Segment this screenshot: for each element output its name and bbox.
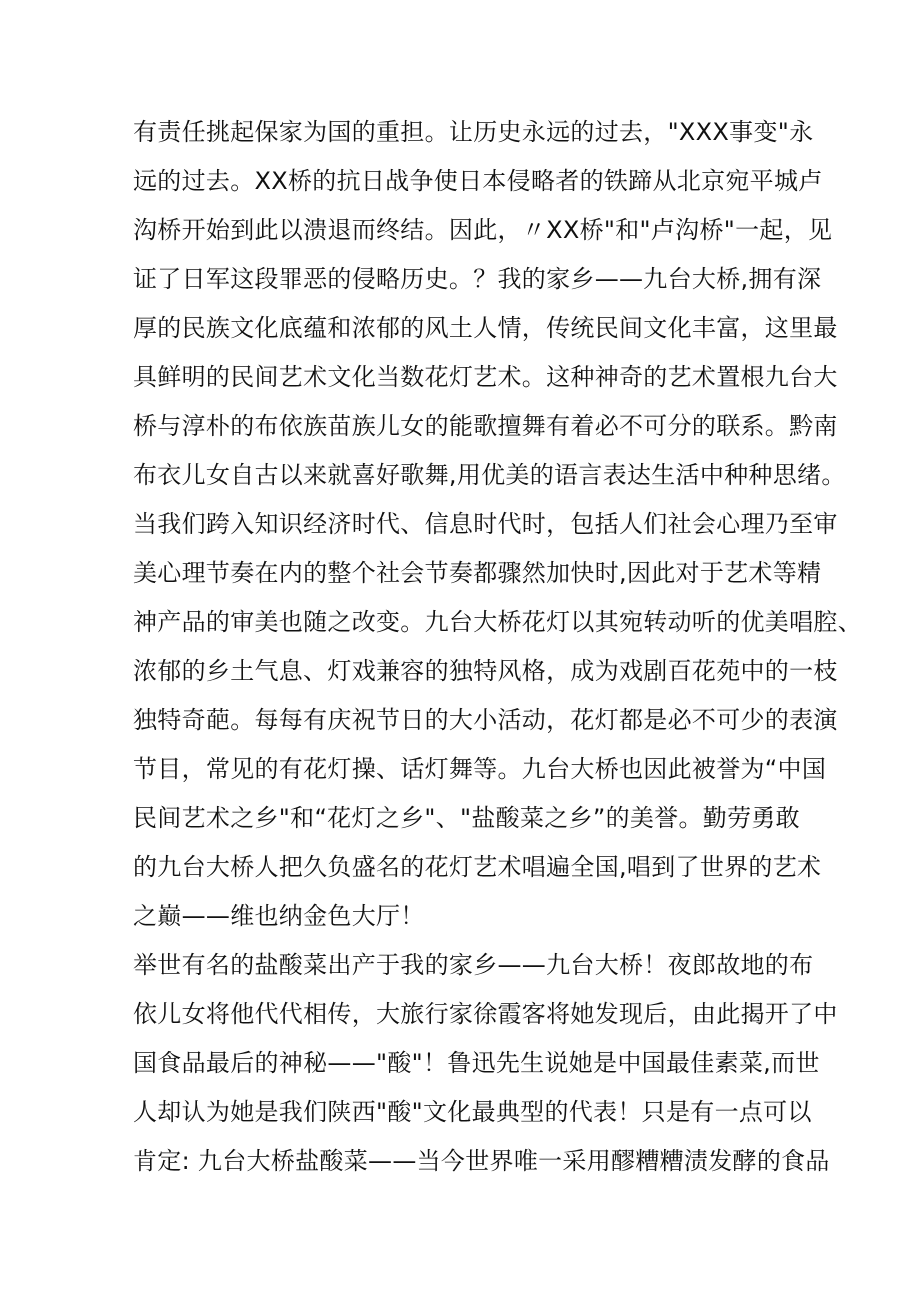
- body-text: [133, 108, 862, 1186]
- text-line: 具鲜明的民间艺术文化当数花灯艺术。这种神奇的艺术置根九台大: [133, 363, 838, 391]
- text-line: 国食品最后的神秘——"酸"！鲁迅先生说她是中国最佳素菜,而世: [133, 1049, 820, 1077]
- text-line: 独特奇葩。每每有庆祝节日的大小活动，花灯都是必不可少的表演: [133, 706, 838, 734]
- text-line: 沟桥开始到此以溃退而终结。因此，〃XX桥"和"卢沟桥"一起，见: [133, 216, 833, 244]
- text-line: 证了日军这段罪恶的侵略历史。？我的家乡——九台大桥,拥有深: [133, 265, 822, 293]
- text-line: 之巅——维也纳金色大厅！: [133, 902, 425, 930]
- text-line: 桥与淳朴的布依族苗族儿女的能歌擅舞有着必不可分的联系。黔南: [133, 412, 838, 440]
- text-line: 美心理节奏在内的整个社会节奏都骤然加快时,因此对于艺术等精: [133, 559, 822, 587]
- text-line: 的九台大桥人把久负盛名的花灯艺术唱遍全国,唱到了世界的艺术: [133, 853, 822, 881]
- text-line: 依儿女将他代代相传，大旅行家徐霞客将她发现后，由此揭开了中: [133, 1000, 838, 1028]
- text-line: 人却认为她是我们陕西"酸"文化最典型的代表！只是有一点可以: [133, 1098, 812, 1126]
- text-line: 肯定: 九台大桥盐酸菜——当今世界唯一采用醪糟糟渍发酵的食品: [133, 1147, 830, 1175]
- text-line: 厚的民族文化底蕴和浓郁的风土人情，传统民间文化丰富，这里最: [133, 314, 838, 342]
- text-line: 有责任挑起保家为国的重担。让历史永远的过去，"XXX事变"永: [133, 118, 814, 146]
- text-line: 远的过去。XX桥的抗日战争使日本侵略者的铁蹄从北京宛平城卢: [133, 167, 823, 195]
- text-line: 浓郁的乡土气息、灯戏兼容的独特风格，成为戏剧百花苑中的一枝: [133, 657, 838, 685]
- text-line: 举世有名的盐酸菜出产于我的家乡——九台大桥！夜郎故地的布: [133, 951, 814, 979]
- text-line: 神产品的审美也随之改变。九台大桥花灯以其宛转动听的优美唱腔、: [133, 608, 862, 636]
- text-line: 当我们跨入知识经济时代、信息时代时，包括人们社会心理乃至审: [133, 510, 838, 538]
- text-line: 民间艺术之乡"和“花灯之乡"、"盐酸菜之乡”的美誉。勤劳勇敢: [133, 804, 800, 832]
- text-line: 布衣儿女自古以来就喜好歌舞,用优美的语言表达生活中种种思绪。: [133, 461, 846, 489]
- text-line: 节目，常见的有花灯操、话灯舞等。九台大桥也因此被誉为“中国: [133, 755, 827, 783]
